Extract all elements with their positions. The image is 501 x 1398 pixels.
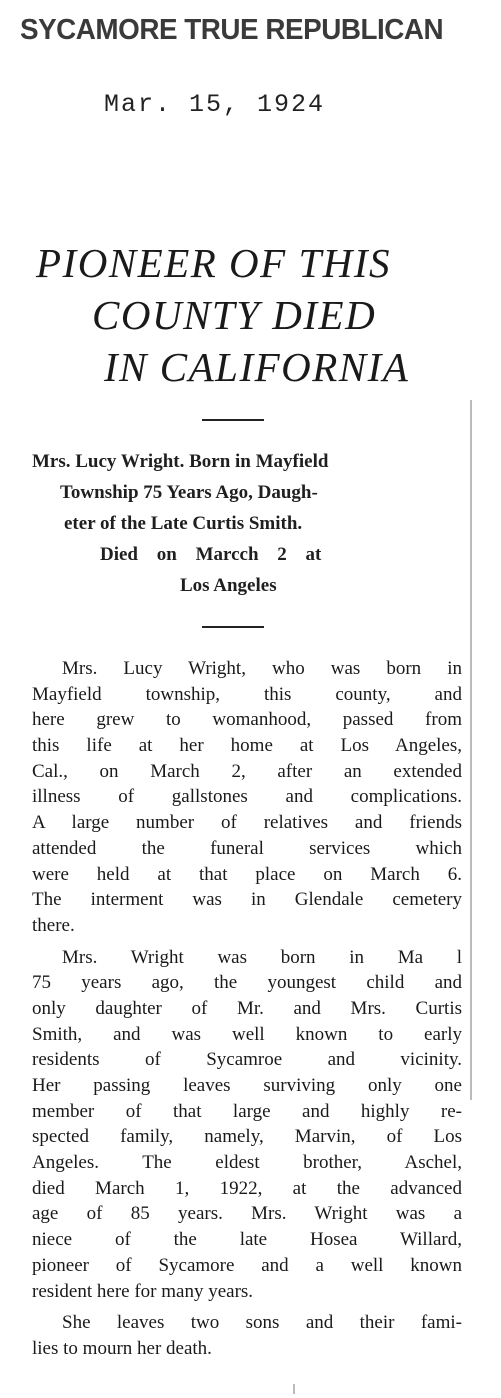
column-edge-mark: [293, 1384, 295, 1394]
body-line: pioneer of Sycamore and a well known: [32, 1254, 462, 1276]
deck-line-3: eter of the Late Curtis Smith.: [64, 513, 303, 534]
body-line: this life at her home at Los Angeles,: [32, 735, 462, 757]
body-line: The interment was in Glendale cemetery: [32, 889, 462, 911]
deck-line-1: Mrs. Lucy Wright. Born in Mayfield: [32, 451, 329, 472]
paragraph-1: [32, 656, 462, 939]
body-line: She leaves two sons and their fami-: [62, 1312, 462, 1334]
body-line: niece of the late Hosea Willard,: [32, 1229, 462, 1251]
body-line: died March 1, 1922, at the advanced: [32, 1177, 462, 1199]
body-line: age of 85 years. Mrs. Wright was a: [32, 1203, 462, 1225]
headline-line-1: PIONEER OF THIS: [36, 240, 392, 286]
body-line: Mayfield township, this county, and: [32, 683, 462, 705]
subheadline-deck: [30, 446, 470, 601]
article-body: [32, 656, 462, 1362]
body-line: 75 years ago, the youngest child and: [32, 972, 462, 994]
body-line: Mrs. Wright was born in Ma l: [62, 946, 462, 968]
body-line: Cal., on March 2, after an extended: [32, 760, 462, 782]
body-line: Angeles. The eldest brother, Aschel,: [32, 1152, 462, 1174]
body-line: illness of gallstones and complications.: [32, 786, 462, 808]
body-line: Smith, and was well known to early: [32, 1023, 462, 1045]
body-line: residents of Sycamroe and vicinity.: [32, 1049, 462, 1071]
body-line: there.: [32, 914, 75, 936]
body-line: attended the funeral services which: [32, 837, 462, 859]
paragraph-2: [32, 945, 462, 1305]
body-line: A large number of relatives and friends: [32, 812, 462, 834]
body-line: spected family, namely, Marvin, of Los: [32, 1126, 462, 1148]
rule-divider-top: [202, 419, 264, 421]
rule-divider-bottom: [202, 626, 264, 628]
body-line: only daughter of Mr. and Mrs. Curtis: [32, 997, 462, 1019]
column-edge-mark: [470, 400, 472, 1100]
headline-line-2: COUNTY DIED: [92, 292, 377, 338]
body-line: were held at that place on March 6.: [32, 863, 462, 885]
body-line: Her passing leaves surviving only one: [32, 1075, 462, 1096]
deck-line-2: Township 75 Years Ago, Daugh-: [60, 482, 318, 503]
body-line: Mrs. Lucy Wright, who was born in: [62, 658, 462, 679]
body-line: resident here for many years.: [32, 1280, 254, 1302]
body-line: here grew to womanhood, passed from: [32, 709, 462, 731]
deck-line-5: Los Angeles: [180, 575, 277, 596]
headline-line-3: IN CALIFORNIA: [104, 344, 410, 390]
paragraph-3: [32, 1310, 462, 1361]
publication-date: Mar. 15, 1924: [104, 90, 326, 119]
body-line: lies to mourn her death.: [32, 1337, 212, 1359]
masthead: SYCAMORE TRUE REPUBLICAN: [20, 14, 444, 46]
body-line: member of that large and highly re-: [32, 1100, 462, 1122]
deck-line-4: Died on Marcch 2 at: [100, 544, 322, 565]
